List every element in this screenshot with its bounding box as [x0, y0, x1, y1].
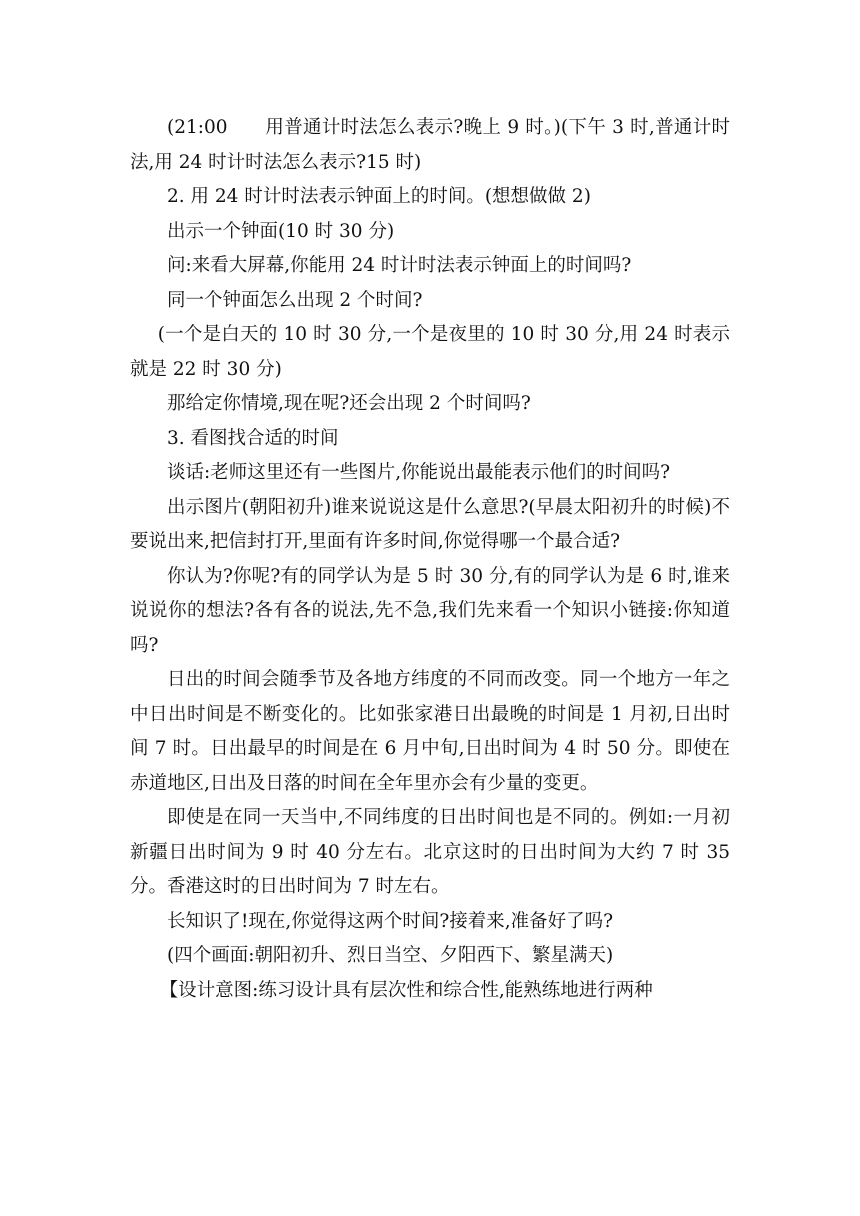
paragraph-two-times-question: 同一个钟面怎么出现 2 个时间?: [167, 289, 423, 311]
paragraph-sunrise-picture: 出示图片(朝阳初升)谁来说说这是什么意思?(早晨太阳初升的时候)不要说出来,把信封打开,里面有许多时间,你觉得哪一个最合适?: [130, 496, 730, 552]
paragraph-talk-pictures: 谈话:老师这里还有一些图片,你能说出最能表示他们的时间吗?: [167, 462, 671, 483]
paragraph-given-context: 那给定你情境,现在呢?还会出现 2 个时间吗?: [167, 393, 531, 414]
paragraph-four-scenes: (四个画面:朝阳初升、烈日当空、夕阳西下、繁星满天): [167, 945, 614, 966]
paragraph-ready: 长知识了!现在,你觉得这两个时间?接着来,准备好了吗?: [167, 910, 614, 932]
paragraph-exercise-3-heading: 3. 看图找合适的时间: [167, 427, 339, 449]
document-page: [130, 111, 730, 1008]
paragraph-intro-question: (21:00 用普通计时法怎么表示?晚上 9 时。)(下午 3 时,普通计时法,用 24 时计时法怎么表示?15 时): [130, 117, 730, 173]
paragraph-design-intent: 【设计意图:练习设计具有层次性和综合性,能熟练地进行两种: [159, 979, 653, 1001]
paragraph-exercise-2-heading: 2. 用 24 时计时法表示钟面上的时间。(想想做做 2): [167, 186, 591, 207]
paragraph-show-clock: 出示一个钟面(10 时 30 分): [167, 220, 395, 242]
paragraph-latitude-example: 即使是在同一天当中,不同纬度的日出时间也是不同的。例如:一月初新疆日出时间为 9 时 40 分左右。北京这时的日出时间为大约 7 时 35 分。香港这时的日出时间为 7 时左右。: [130, 807, 730, 897]
paragraph-sunrise-knowledge: 日出的时间会随季节及各地方纬度的不同而改变。同一个地方一年之中日出时间是不断变化的。比如张家港日出最晚的时间是 1 月初,日出时间 7 时。日出最早的时间是在 6 月中旬,日出时间为 4 时 50 分。即使在赤道地区,日出及日落的时间在全年里亦会有少量的变更。: [130, 669, 730, 794]
paragraph-ask-screen: 问:来看大屏幕,你能用 24 时计时法表示钟面上的时间吗?: [167, 255, 632, 276]
paragraph-two-times-answer: (一个是白天的 10 时 30 分,一个是夜里的 10 时 30 分,用 24 时表示就是 22 时 30 分): [130, 324, 730, 380]
paragraph-opinions: 你认为?你呢?有的同学认为是 5 时 30 分,有的同学认为是 6 时,谁来说说你的想法?各有各的说法,先不急,我们先来看一个知识小链接:你知道吗?: [130, 565, 730, 656]
